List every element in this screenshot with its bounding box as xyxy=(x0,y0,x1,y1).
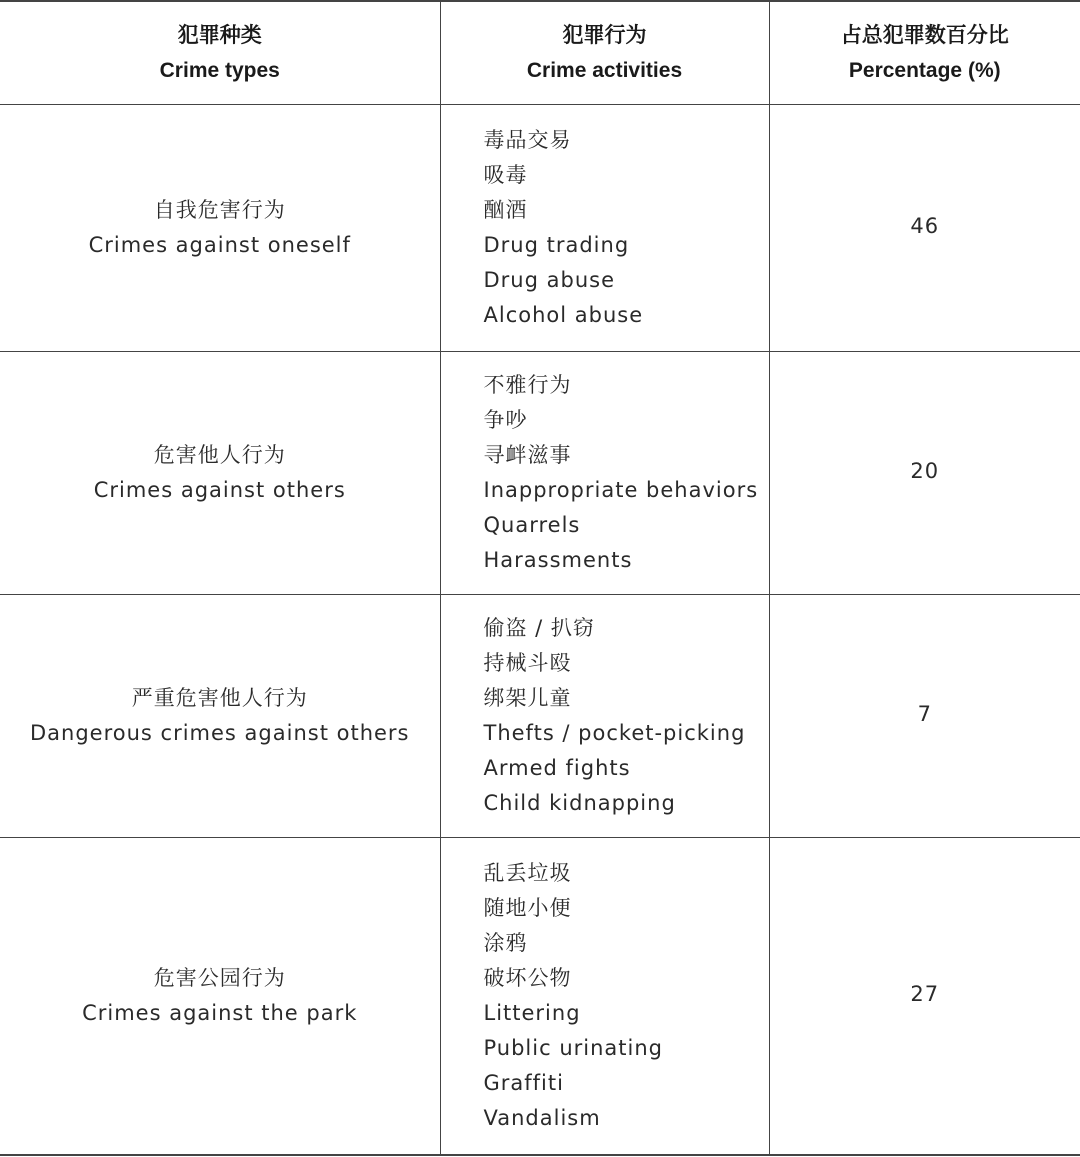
activity-item: 涂鸦 xyxy=(483,930,528,955)
table-row xyxy=(0,351,1080,594)
activity-item: 偷盗 / 扒窃 xyxy=(483,615,595,640)
crime-type-zh: 自我危害行为 xyxy=(153,197,286,222)
percentage-value: 46 xyxy=(910,214,940,238)
activity-item: Graffiti xyxy=(483,1070,564,1095)
crime-type-cell xyxy=(0,351,440,594)
header-percentage xyxy=(769,1,1080,104)
header-crime-activities-zh: 犯罪行为 xyxy=(562,23,647,47)
crime-type-zh: 危害公园行为 xyxy=(153,965,286,990)
header-crime-types-zh: 犯罪种类 xyxy=(177,23,262,47)
header-crime-activities xyxy=(440,1,769,104)
table-row xyxy=(0,837,1080,1155)
activity-item: 破坏公物 xyxy=(483,965,572,990)
activity-item: Quarrels xyxy=(483,512,581,537)
crime-type-cell xyxy=(0,837,440,1155)
activity-item: Drug trading xyxy=(483,232,630,257)
header-crime-types xyxy=(0,1,440,104)
activity-item: Armed fights xyxy=(483,755,631,780)
activity-item: 吸毒 xyxy=(483,162,528,187)
header-percentage-en: Percentage (%) xyxy=(848,58,1001,82)
percentage-cell xyxy=(769,594,1080,837)
activity-item: 争吵 xyxy=(483,407,528,432)
header-percentage-zh: 占总犯罪数百分比 xyxy=(840,23,1009,47)
percentage-cell xyxy=(769,104,1080,351)
header-crime-activities-en: Crime activities xyxy=(526,58,683,82)
activity-item: Inappropriate behaviors xyxy=(483,477,759,502)
crime-type-en: Crimes against oneself xyxy=(88,232,351,257)
crime-type-zh: 危害他人行为 xyxy=(153,442,286,467)
crime-type-zh: 严重危害他人行为 xyxy=(131,685,308,710)
activity-item: 酗酒 xyxy=(483,197,528,222)
crime-activities-cell xyxy=(440,351,769,594)
activity-item: 寻衅滋事 xyxy=(483,442,572,467)
header-row xyxy=(0,1,1080,104)
activity-item: 随地小便 xyxy=(483,895,572,920)
crime-type-en: Crimes against others xyxy=(93,477,346,502)
activity-item: 绑架儿童 xyxy=(483,685,572,710)
crime-type-en: Dangerous crimes against others xyxy=(30,720,410,745)
activity-item: 不雅行为 xyxy=(483,372,572,397)
crime-type-cell xyxy=(0,594,440,837)
activity-item: Drug abuse xyxy=(483,267,615,292)
activity-item: 毒品交易 xyxy=(483,127,572,152)
activity-item: 乱丢垃圾 xyxy=(483,860,572,885)
percentage-value: 7 xyxy=(917,702,932,726)
crime-type-cell xyxy=(0,104,440,351)
activity-item: 持械斗殴 xyxy=(483,650,572,675)
activity-item: Littering xyxy=(483,1000,581,1025)
activity-item: Thefts / pocket-picking xyxy=(483,720,746,745)
crime-activities-cell xyxy=(440,837,769,1155)
activity-item: Vandalism xyxy=(483,1105,601,1130)
activity-item: Child kidnapping xyxy=(483,790,676,815)
percentage-cell xyxy=(769,351,1080,594)
percentage-cell xyxy=(769,837,1080,1155)
header-crime-types-en: Crime types xyxy=(159,58,280,82)
crime-type-en: Crimes against the park xyxy=(82,1000,358,1025)
table-row xyxy=(0,104,1080,351)
percentage-value: 20 xyxy=(910,459,940,483)
activity-item: Harassments xyxy=(483,547,633,572)
activity-item: Public urinating xyxy=(483,1035,663,1060)
crime-activities-cell xyxy=(440,594,769,837)
activity-item: Alcohol abuse xyxy=(483,302,644,327)
crime-activities-cell xyxy=(440,104,769,351)
percentage-value: 27 xyxy=(910,982,940,1007)
table-row xyxy=(0,594,1080,837)
